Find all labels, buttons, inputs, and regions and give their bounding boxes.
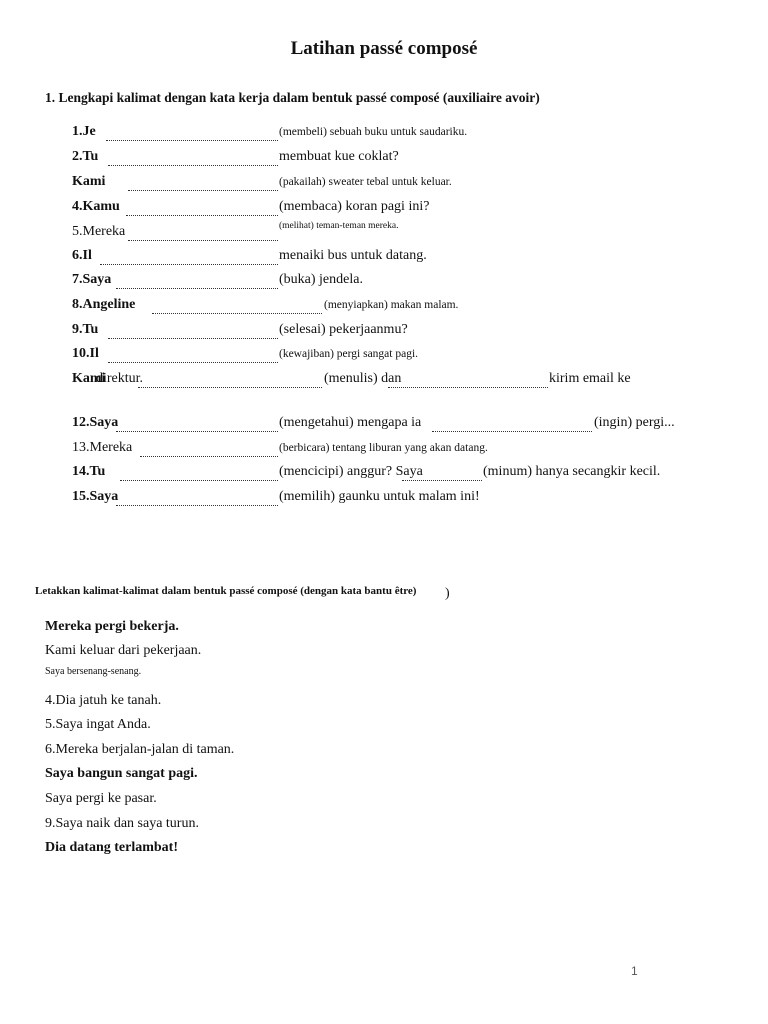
item-subject: 9.Tu: [72, 322, 99, 337]
sentence-4: 4.Dia jatuh ke tanah.: [45, 693, 162, 708]
item-text: (kewajiban) pergi sangat pagi.: [279, 348, 419, 360]
sentence-6: 6.Mereka berjalan-jalan di taman.: [45, 742, 235, 757]
item-subject: 1.Je: [72, 124, 96, 139]
item-subject: 10.Il: [72, 346, 99, 361]
item-text: (mengetahui) mengapa ia: [279, 415, 422, 430]
answer-blank-2[interactable]: [388, 371, 548, 388]
item-subject: Kami: [72, 174, 106, 189]
item-subject: 2.Tu: [72, 149, 99, 164]
answer-blank[interactable]: [106, 124, 278, 141]
answer-blank[interactable]: [116, 489, 278, 506]
item-text: (pakailah) sweater tebal untuk keluar.: [279, 176, 452, 188]
answer-blank[interactable]: [128, 224, 278, 241]
answer-blank[interactable]: [152, 297, 322, 314]
item-text: (menyiapkan) makan malam.: [324, 299, 459, 311]
sentence-9: 9.Saya naik dan saya turun.: [45, 816, 199, 831]
answer-blank[interactable]: [138, 371, 322, 388]
item-subject: 4.Kamu: [72, 199, 120, 214]
item-subject: 7.Saya: [72, 272, 112, 287]
item-text: (mencicipi) anggur? Saya: [279, 464, 423, 479]
item-text: (menulis) dan: [324, 371, 402, 386]
item-subject: 6.Il: [72, 248, 92, 263]
item-text-2: (ingin) pergi...: [594, 415, 675, 430]
answer-blank[interactable]: [108, 149, 278, 166]
item-subject: 13.Mereka: [72, 440, 133, 455]
item-text-2: kirim email ke: [549, 371, 631, 386]
sentence-1: Mereka pergi bekerja.: [45, 619, 179, 634]
answer-blank[interactable]: [108, 346, 278, 363]
item-text-continued: direktur.: [96, 371, 144, 386]
answer-blank[interactable]: [116, 415, 278, 432]
sentence-10: Dia datang terlambat!: [45, 840, 178, 855]
answer-blank[interactable]: [126, 199, 278, 216]
item-text: (selesai) pekerjaanmu?: [279, 322, 408, 337]
item-text: (membaca) koran pagi ini?: [279, 199, 430, 214]
item-text: (buka) jendela.: [279, 272, 363, 287]
item-text: membuat kue coklat?: [279, 149, 399, 164]
answer-blank-2[interactable]: [432, 415, 592, 432]
item-subject: 15.Saya: [72, 489, 119, 504]
sentence-3: Saya bersenang-senang.: [45, 666, 142, 677]
item-text: (berbicara) tentang liburan yang akan datang.: [279, 442, 488, 454]
item-subject: 8.Angeline: [72, 297, 136, 312]
item-text: (memilih) gaunku untuk malam ini!: [279, 489, 480, 504]
item-subject: 5.Mereka: [72, 224, 126, 239]
item-text: (membeli) sebuah buku untuk saudariku.: [279, 126, 468, 138]
item-text: (melihat) teman-teman mereka.: [279, 221, 399, 231]
item-subject: Kami: [72, 371, 106, 386]
answer-blank[interactable]: [108, 322, 278, 339]
item-text: menaiki bus untuk datang.: [279, 248, 427, 263]
sentence-5: 5.Saya ingat Anda.: [45, 717, 151, 732]
closing-parenthesis: ): [445, 586, 450, 601]
section2-heading: Letakkan kalimat-kalimat dalam bentuk passé composé (dengan kata bantu être): [35, 585, 417, 597]
sentence-2: Kami keluar dari pekerjaan.: [45, 643, 202, 658]
item-subject: 14.Tu: [72, 464, 106, 479]
answer-blank[interactable]: [140, 440, 278, 457]
sentence-8: Saya pergi ke pasar.: [45, 791, 157, 806]
page-title: Latihan passé composé: [290, 38, 478, 59]
answer-blank-2[interactable]: [402, 464, 482, 481]
sentence-7: Saya bangun sangat pagi.: [45, 766, 198, 781]
answer-blank[interactable]: [128, 174, 278, 191]
item-subject: 12.Saya: [72, 415, 119, 430]
answer-blank[interactable]: [116, 272, 278, 289]
page-number: 1: [631, 964, 638, 978]
answer-blank[interactable]: [100, 248, 278, 265]
item-text-2: (minum) hanya secangkir kecil.: [483, 464, 661, 479]
answer-blank[interactable]: [120, 464, 278, 481]
section1-heading: 1. Lengkapi kalimat dengan kata kerja dalam bentuk passé composé (auxiliaire avoir): [45, 90, 540, 105]
